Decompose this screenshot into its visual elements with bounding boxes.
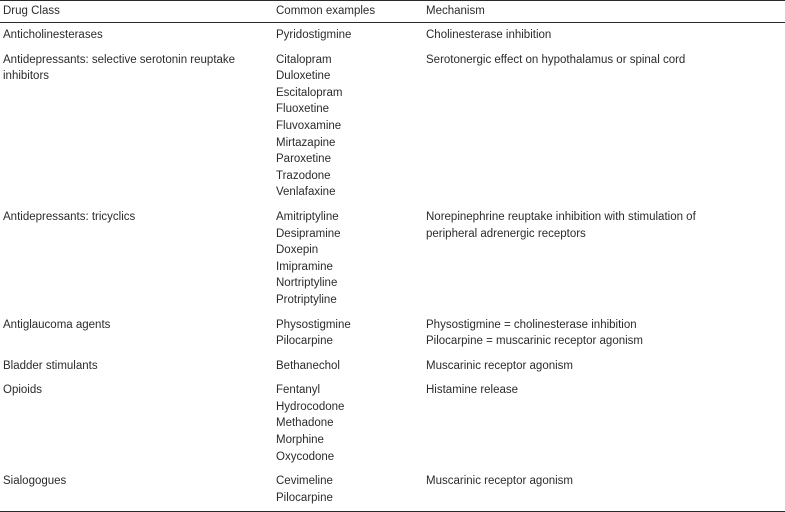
cell-common-examples xyxy=(268,205,423,313)
mechanism-line: Serotonergic effect on hypothalamus or spinal cord xyxy=(426,53,686,66)
cell-drug-class xyxy=(0,354,268,379)
mechanism-line: Muscarinic receptor agonism xyxy=(426,359,574,372)
table-row xyxy=(0,469,785,512)
list-item: Hydrocodone xyxy=(276,400,345,413)
cell-drug-class xyxy=(0,23,268,48)
common-examples-list xyxy=(276,27,417,44)
list-item: Trazodone xyxy=(276,169,331,182)
cell-mechanism xyxy=(423,354,785,379)
cell-common-examples xyxy=(268,469,423,512)
list-item: Morphine xyxy=(276,434,324,447)
cell-common-examples xyxy=(268,23,423,48)
cell-mechanism xyxy=(423,378,785,469)
mechanism-line: Histamine release xyxy=(426,384,519,397)
list-item: Physostigmine xyxy=(276,318,351,331)
common-examples-list xyxy=(276,317,417,350)
mechanism-line: peripheral adrenergic receptors xyxy=(426,227,586,240)
table-header xyxy=(0,1,785,23)
table-row xyxy=(0,313,785,354)
list-item: Pilocarpine xyxy=(276,335,333,348)
drug-class-text: Sialogogues xyxy=(3,475,67,488)
common-examples-list xyxy=(276,358,417,375)
table-header-row xyxy=(0,1,785,23)
mechanism-line: Physostigmine = cholinesterase inhibition xyxy=(426,318,637,331)
list-item: Cevimeline xyxy=(276,475,333,488)
table-row xyxy=(0,354,785,379)
cell-drug-class xyxy=(0,48,268,205)
drug-class-text: Bladder stimulants xyxy=(3,359,98,372)
list-item: Nortriptyline xyxy=(276,277,338,290)
list-item: Pyridostigmine xyxy=(276,29,352,41)
list-item: Bethanechol xyxy=(276,359,340,372)
list-item: Citalopram xyxy=(276,53,332,66)
cell-common-examples xyxy=(268,378,423,469)
cell-mechanism xyxy=(423,23,785,48)
list-item: Amitriptyline xyxy=(276,210,339,223)
mechanism-line: Pilocarpine = muscarinic receptor agonism xyxy=(426,335,644,348)
list-item: Fentanyl xyxy=(276,384,321,397)
cell-drug-class xyxy=(0,469,268,512)
cell-drug-class xyxy=(0,378,268,469)
drug-class-text: Antiglaucoma agents xyxy=(3,318,111,331)
cell-mechanism xyxy=(423,469,785,512)
table-body xyxy=(0,23,785,512)
common-examples-list xyxy=(276,382,417,465)
list-item: Venlafaxine xyxy=(276,186,336,199)
list-item: Protriptyline xyxy=(276,293,337,306)
list-item: Imipramine xyxy=(276,260,333,273)
common-examples-list xyxy=(276,473,417,506)
column-header-common-examples: Common examples xyxy=(268,1,423,23)
list-item: Paroxetine xyxy=(276,153,331,166)
cell-common-examples xyxy=(268,48,423,205)
list-item: Desipramine xyxy=(276,227,341,240)
table-row xyxy=(0,23,785,48)
drug-class-text: Opioids xyxy=(3,384,42,397)
column-header-drug-class: Drug Class xyxy=(0,1,268,23)
table-row xyxy=(0,378,785,469)
drug-class-text: Antidepressants: tricyclics xyxy=(3,210,136,223)
list-item: Methadone xyxy=(276,417,334,430)
cell-common-examples xyxy=(268,313,423,354)
mechanism-line: Muscarinic receptor agonism xyxy=(426,475,574,488)
list-item: Doxepin xyxy=(276,244,319,257)
mechanism-line: Norepinephrine reuptake inhibition with stimulation of xyxy=(426,210,696,223)
mechanism-line: Cholinesterase inhibition xyxy=(426,29,552,41)
list-item: Duloxetine xyxy=(276,70,331,83)
cell-common-examples xyxy=(268,354,423,379)
cell-drug-class xyxy=(0,313,268,354)
column-header-mechanism: Mechanism xyxy=(423,1,785,23)
common-examples-list xyxy=(276,209,417,309)
drug-class-text: Anticholinesterases xyxy=(3,29,103,41)
drug-class-text: Antidepressants: selective serotonin reuptake inhibitors xyxy=(3,53,236,83)
common-examples-list xyxy=(276,52,417,201)
table-row xyxy=(0,48,785,205)
list-item: Pilocarpine xyxy=(276,491,333,504)
list-item: Fluvoxamine xyxy=(276,119,342,132)
cell-drug-class xyxy=(0,205,268,313)
list-item: Oxycodone xyxy=(276,450,335,463)
list-item: Escitalopram xyxy=(276,86,343,99)
cell-mechanism xyxy=(423,205,785,313)
table-row xyxy=(0,205,785,313)
cell-mechanism xyxy=(423,313,785,354)
cell-mechanism xyxy=(423,48,785,205)
list-item: Fluoxetine xyxy=(276,103,330,116)
list-item: Mirtazapine xyxy=(276,136,336,149)
